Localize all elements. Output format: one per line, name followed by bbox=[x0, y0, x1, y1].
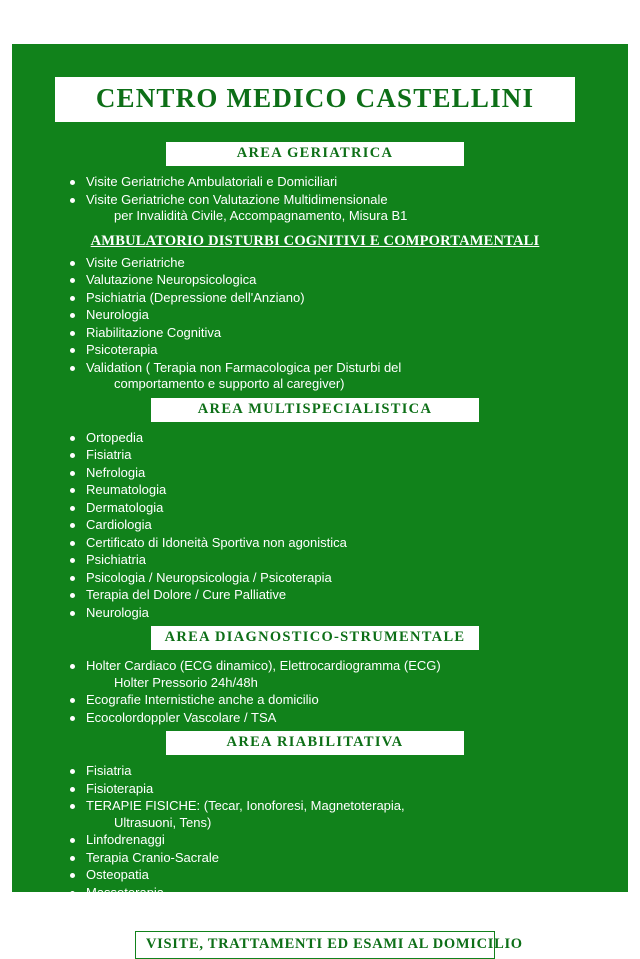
section-list-area-geriatrica bbox=[50, 174, 580, 225]
list-item bbox=[66, 290, 580, 307]
list-item-continuation: Ultrasuoni, Tens) bbox=[114, 814, 212, 830]
list-item bbox=[66, 447, 580, 464]
list-item bbox=[66, 692, 580, 709]
section-title: AREA DIAGNOSTICO-STRUMENTALE bbox=[164, 629, 466, 645]
list-item-label: Psicologia / Neuropsicologia / Psicoterapia bbox=[86, 569, 332, 585]
list-item bbox=[66, 798, 580, 831]
list-item-label: Psichiatria (Depressione dell'Anziano) bbox=[86, 289, 305, 305]
list-item-label: Holter Cardiaco (ECG dinamico), Elettrocardiogramma (ECG) bbox=[86, 658, 441, 673]
list-item bbox=[66, 710, 580, 727]
list-item bbox=[66, 587, 580, 604]
list-item-label: Linfodrenaggi bbox=[86, 832, 165, 847]
list-item-continuation: comportamento e supporto al caregiver) bbox=[114, 376, 345, 391]
section-heading-area-diagnostico-strumentale bbox=[150, 625, 480, 651]
list-item-label: Visite Geriatriche Ambulatoriali e Domiciliari bbox=[86, 174, 338, 189]
clinic-title-box bbox=[54, 76, 576, 123]
footer-box bbox=[135, 931, 523, 959]
list-item bbox=[66, 763, 580, 780]
list-item bbox=[66, 867, 580, 884]
list-item-label: Visite Geriatriche con Valutazione Multidimensionale bbox=[86, 191, 388, 207]
section-list-area-multispecialistica bbox=[50, 430, 580, 622]
section-heading-area-geriatrica bbox=[165, 141, 465, 167]
list-item bbox=[66, 535, 580, 552]
list-item bbox=[66, 517, 580, 534]
list-item-label: Ecocolordoppler Vascolare / TSA bbox=[86, 709, 277, 725]
footer-text: VISITE, TRATTAMENTI ED ESAMI AL DOMICILIO bbox=[146, 935, 523, 952]
list-item-label: Valutazione Neuropsicologica bbox=[86, 272, 257, 287]
section-title: AREA GERIATRICA bbox=[236, 145, 394, 161]
list-item bbox=[66, 272, 580, 289]
list-item-label: Validation ( Terapia non Farmacologica per Disturbi del bbox=[86, 359, 402, 375]
page-title: CENTRO MEDICO CASTELLINI bbox=[95, 83, 535, 113]
poster-background bbox=[12, 44, 628, 952]
list-item-continuation: per Invalidità Civile, Accompagnamento, Misura B1 bbox=[114, 208, 408, 223]
list-item-label: Dermatologia bbox=[86, 499, 164, 515]
list-item bbox=[66, 192, 580, 225]
list-item-label: Psicoterapia bbox=[86, 342, 158, 357]
list-item bbox=[66, 570, 580, 587]
list-item bbox=[66, 482, 580, 499]
section-list-ambulatorio-disturbi-cognitivi bbox=[50, 255, 580, 393]
list-item bbox=[66, 658, 580, 691]
list-item-label: Certificato di Idoneità Sportiva non agonistica bbox=[86, 534, 347, 550]
list-item bbox=[66, 307, 580, 324]
list-item bbox=[66, 174, 580, 191]
list-item-label: Reumatologia bbox=[86, 482, 167, 497]
list-item bbox=[66, 342, 580, 359]
list-item-label: Neurologia bbox=[86, 307, 149, 322]
poster-content bbox=[50, 76, 580, 959]
list-item bbox=[66, 885, 580, 902]
list-item bbox=[66, 360, 580, 393]
list-item bbox=[66, 430, 580, 447]
list-item bbox=[66, 850, 580, 867]
list-item-label: Osteopatia bbox=[86, 867, 149, 882]
list-item-label: Fisiatria bbox=[86, 763, 132, 778]
section-list-area-riabilitativa bbox=[50, 763, 580, 919]
list-item-label: Ortopedia bbox=[86, 429, 144, 445]
list-item bbox=[66, 605, 580, 622]
list-item-label: Terapia Cranio-Sacrale bbox=[86, 849, 219, 865]
list-item-label: TERAPIE FISICHE: (Tecar, Ionoforesi, Magnetoterapia, bbox=[86, 798, 405, 813]
list-item bbox=[66, 552, 580, 569]
list-item-continuation: Holter Pressorio 24h/48h bbox=[114, 674, 258, 690]
section-title: AREA RIABILITATIVA bbox=[226, 734, 404, 750]
list-item-label: Psichiatria bbox=[86, 552, 146, 567]
section-list-area-diagnostico-strumentale bbox=[50, 658, 580, 726]
list-item-label: Nefrologia bbox=[86, 464, 146, 480]
list-item-label: Visite Geriatriche bbox=[86, 254, 185, 270]
list-item-label: Ecografie Internistiche anche a domicilio bbox=[86, 692, 319, 707]
list-item bbox=[66, 465, 580, 482]
list-item-label: Riabilitazione Cognitiva bbox=[86, 324, 222, 340]
list-item-label: Fisioterapia bbox=[86, 780, 154, 796]
section-heading-area-multispecialistica bbox=[150, 397, 480, 423]
list-item bbox=[66, 832, 580, 849]
section-heading-ambulatorio-disturbi-cognitivi: AMBULATORIO DISTURBI COGNITIVI E COMPORTAMENTALI bbox=[90, 232, 540, 249]
list-item bbox=[66, 902, 580, 919]
list-item bbox=[66, 500, 580, 517]
list-item-label: Fisiatria bbox=[86, 447, 132, 462]
list-item-label: Neurologia bbox=[86, 604, 149, 620]
list-item bbox=[66, 781, 580, 798]
list-item-label: Massoterapia bbox=[86, 884, 165, 900]
list-item-label: Terapia del Dolore / Cure Palliative bbox=[86, 587, 287, 602]
list-item-label: Ginnastica Dolce e Posturale in piccoli gruppi bbox=[86, 902, 347, 917]
section-heading-area-riabilitativa bbox=[165, 730, 465, 756]
list-item-label: Cardiologia bbox=[86, 517, 152, 532]
list-item bbox=[66, 255, 580, 272]
section-title: AREA MULTISPECIALISTICA bbox=[197, 400, 433, 417]
list-item bbox=[66, 325, 580, 342]
